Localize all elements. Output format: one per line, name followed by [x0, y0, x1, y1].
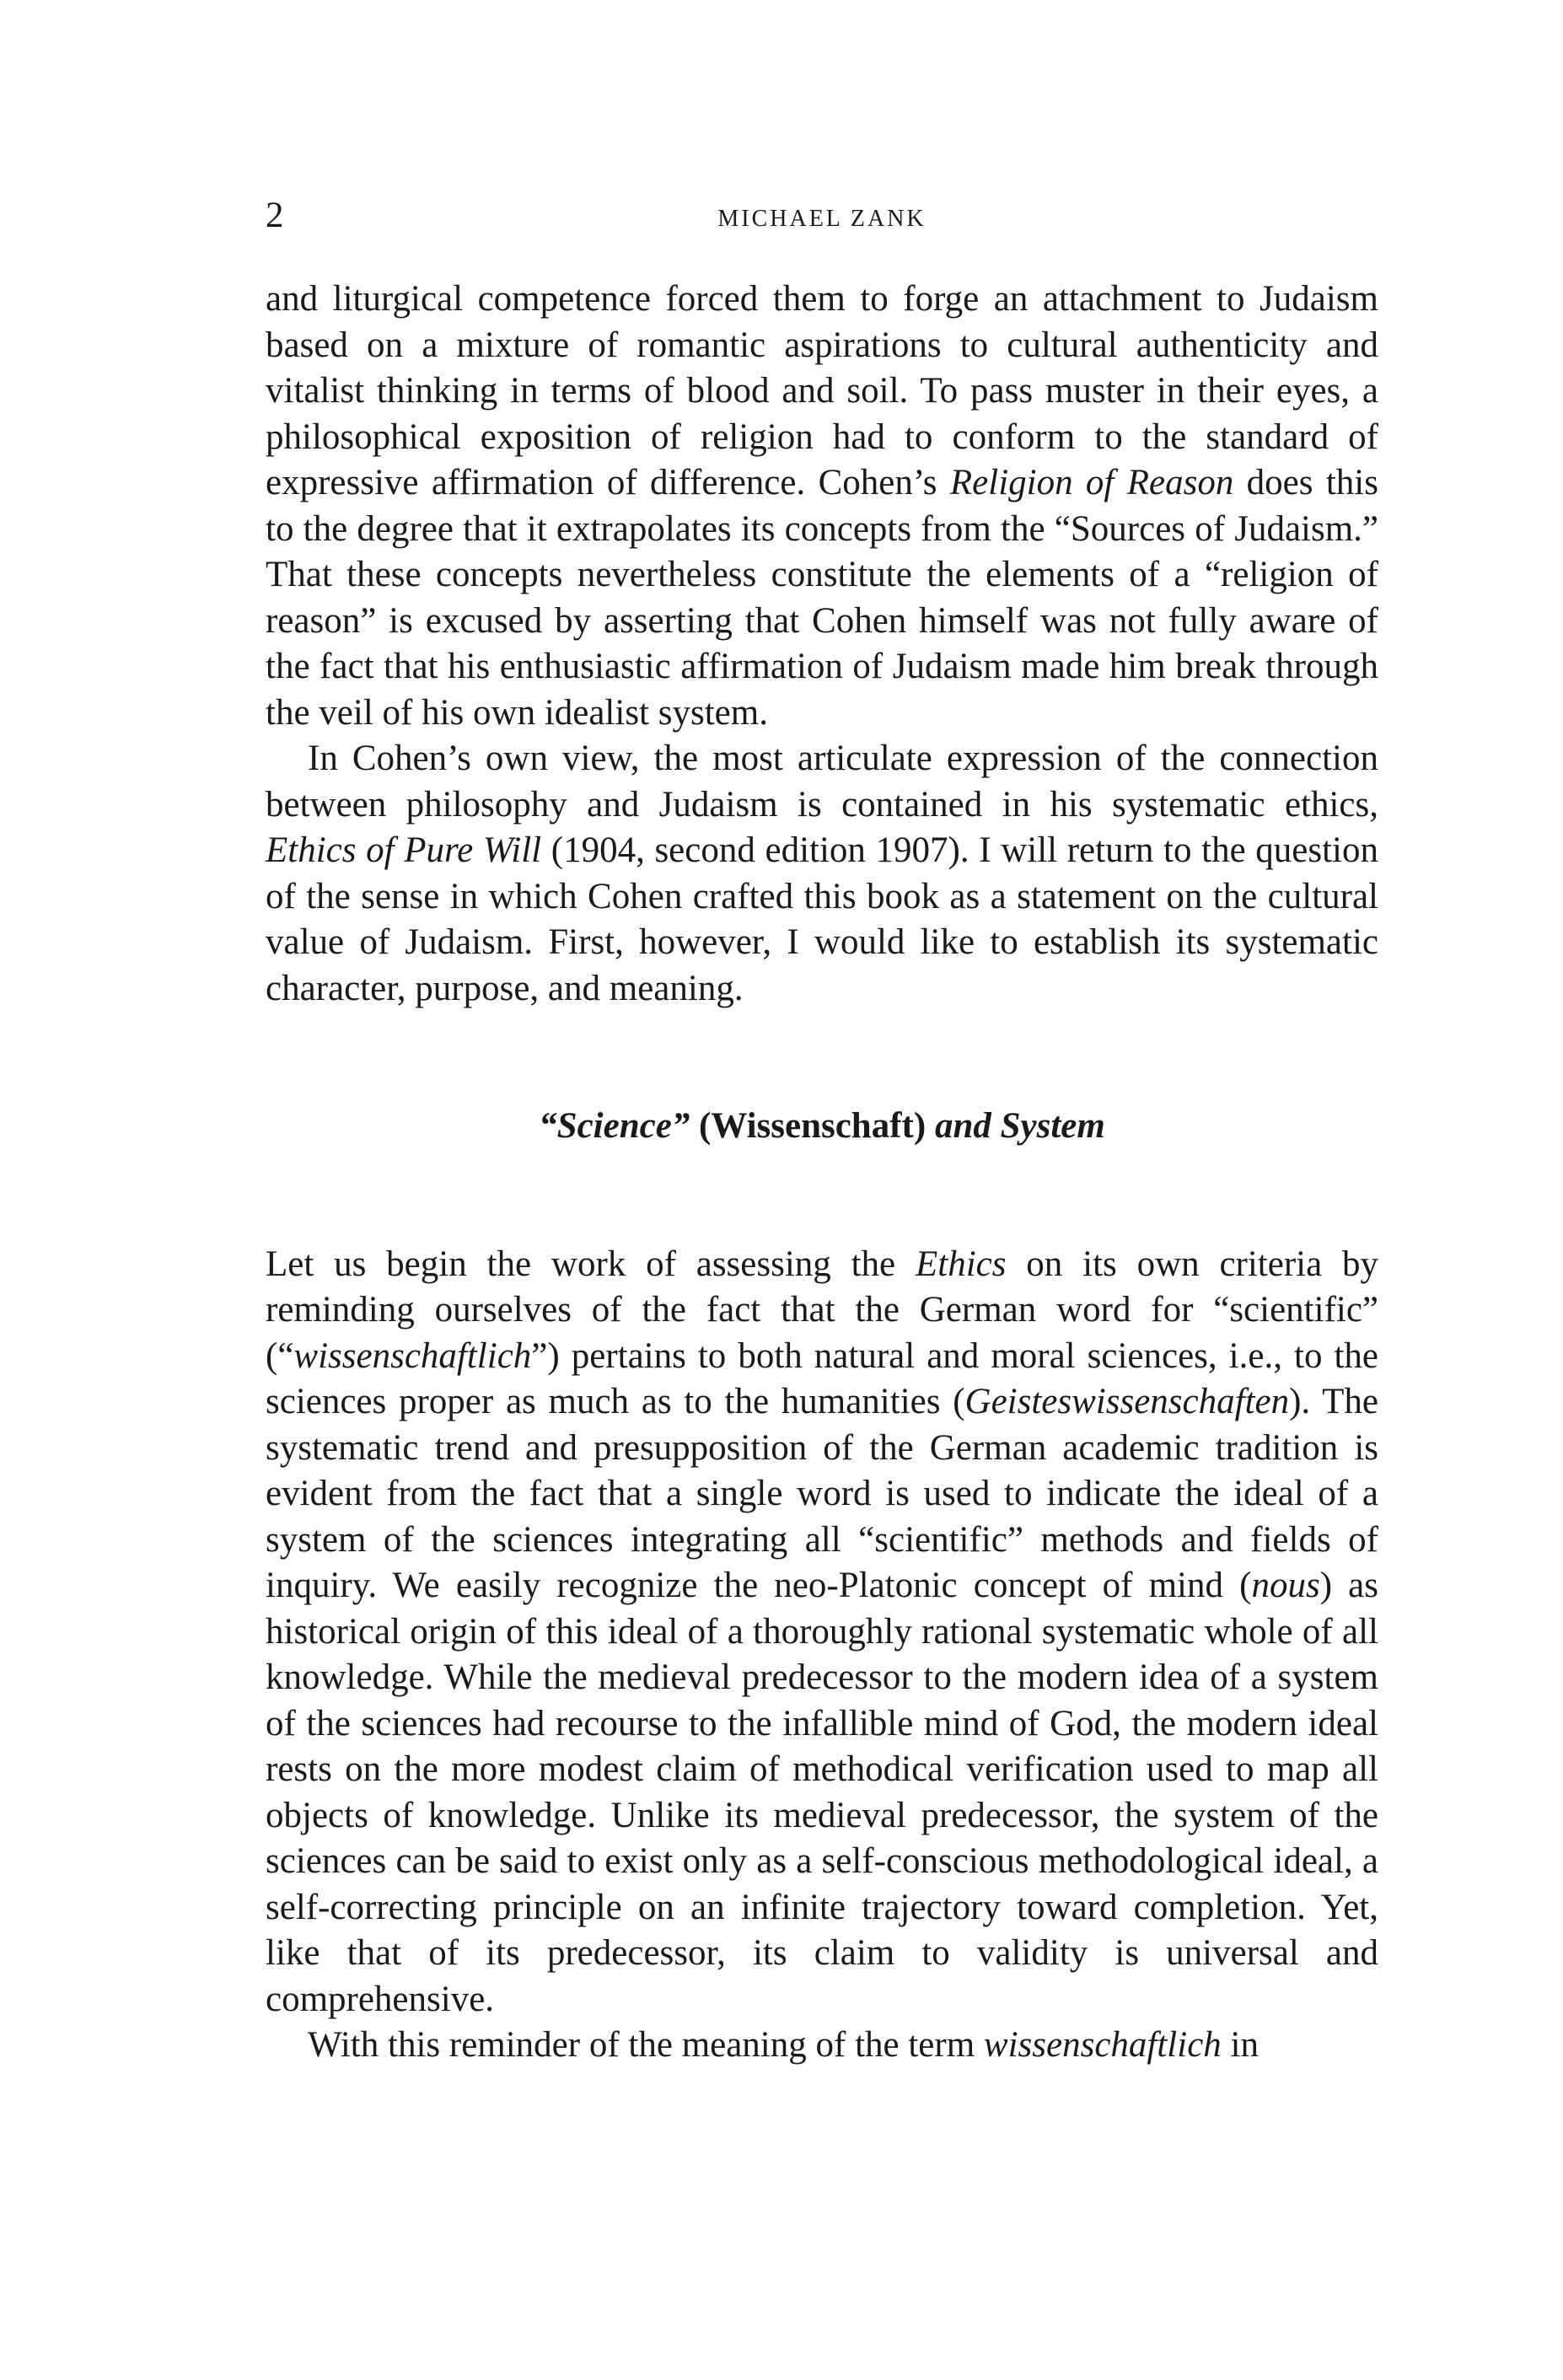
paragraph-3-text-c: ”) pertains to both natural and moral sciences, i.e., to the sciences proper as much as to the humanities ( — [266, 1335, 1378, 1421]
page-number: 2 — [266, 196, 284, 235]
paragraph-3-text-d: ). The systematic trend and presupposition of the German academic tradition is evident from the fact that a single word is used to indicate the ideal of a system of the sciences integrating all “scientific” methods and fields of inquiry. We easily recognize the neo-Platonic concept of mind ( — [266, 1382, 1378, 1605]
paragraph-3-term-ethics: Ethics — [915, 1244, 1007, 1284]
paragraph-4-text-a: With this reminder of the meaning of the term — [308, 2025, 984, 2065]
section-heading — [266, 1104, 1378, 1150]
running-head — [266, 191, 1378, 241]
paragraph-2-text-a: In Cohen’s own view, the most articulate expression of the connection between philosophy and Judaism is contained in his systematic ethics, — [266, 739, 1378, 825]
paragraph-3-term-geisteswissenschaften: Geisteswissenschaften — [964, 1382, 1290, 1421]
paragraph-1 — [266, 277, 1378, 736]
paragraph-2-title-ethics-of-pure-will: Ethics of Pure Will — [266, 830, 542, 870]
paragraph-1-text-b: does this to the degree that it extrapolates its concepts from the “Sources of Judaism.” That these concepts nevertheless constitute the elements of a “religion of reason” is excused by asserting that Cohen himself was not fully aware of the fact that his enthusiastic affirmation of Judaism made him break through the veil of his own idealist system. — [266, 463, 1378, 733]
paragraph-2 — [266, 736, 1378, 1012]
running-head-author: MICHAEL ZANK — [717, 206, 927, 232]
section-heading-part-c: and System — [934, 1106, 1105, 1146]
paragraph-4 — [266, 2023, 1378, 2069]
paragraph-3-text-b: on its own criteria by reminding ourselves of the fact that the German word for “scientific” (“ — [266, 1244, 1379, 1376]
paragraph-4-text-b: in — [1221, 2025, 1259, 2065]
paragraph-3-text-e: ) as historical origin of this ideal of a thoroughly rational systematic whole of all knowledge. While the medieval predecessor to the modern idea of a system of the sciences had recourse to the infallible mind of God, the modern ideal rests on the more modest claim of methodical verification used to map all objects of knowledge. Unlike its medieval predecessor, the system of the sciences can be said to exist only as a self-conscious methodological ideal, a self-correcting principle on an infinite trajectory toward completion. Yet, like that of its predecessor, its claim to validity is universal and comprehensive. — [266, 1566, 1378, 2019]
paragraph-4-term-wissenschaftlich: wissenschaftlich — [983, 2025, 1222, 2065]
paragraph-3-term-wissenschaftlich: wissenschaftlich — [293, 1335, 532, 1376]
paragraph-3 — [266, 1242, 1378, 2023]
paragraph-2-text-b: (1904, second edition 1907). I will return to the question of the sense in which Cohen crafted this book as a statement on the cultural value of Judaism. First, however, I would like to establish its systematic character, purpose, and meaning. — [266, 830, 1379, 1008]
paragraph-1-title-religion-of-reason: Religion of Reason — [949, 463, 1234, 502]
paragraph-1-text-a: and liturgical competence forced them to forge an attachment to Judaism based on a mixture of romantic aspirations to cultural authenticity and vitalist thinking in terms of blood and soil. To pass muster in their eyes, a philosophical exposition of religion had to conform to the standard of expressive affirmation of difference. Cohen’s — [266, 279, 1378, 502]
paragraph-3-text-a: Let us begin the work of assessing the — [266, 1244, 916, 1284]
body-text — [266, 277, 1378, 2069]
section-heading-part-a: “Science” — [539, 1106, 690, 1146]
section-heading-part-b: (Wissenschaft) — [690, 1106, 935, 1146]
paragraph-3-term-nous: nous — [1251, 1566, 1320, 1605]
